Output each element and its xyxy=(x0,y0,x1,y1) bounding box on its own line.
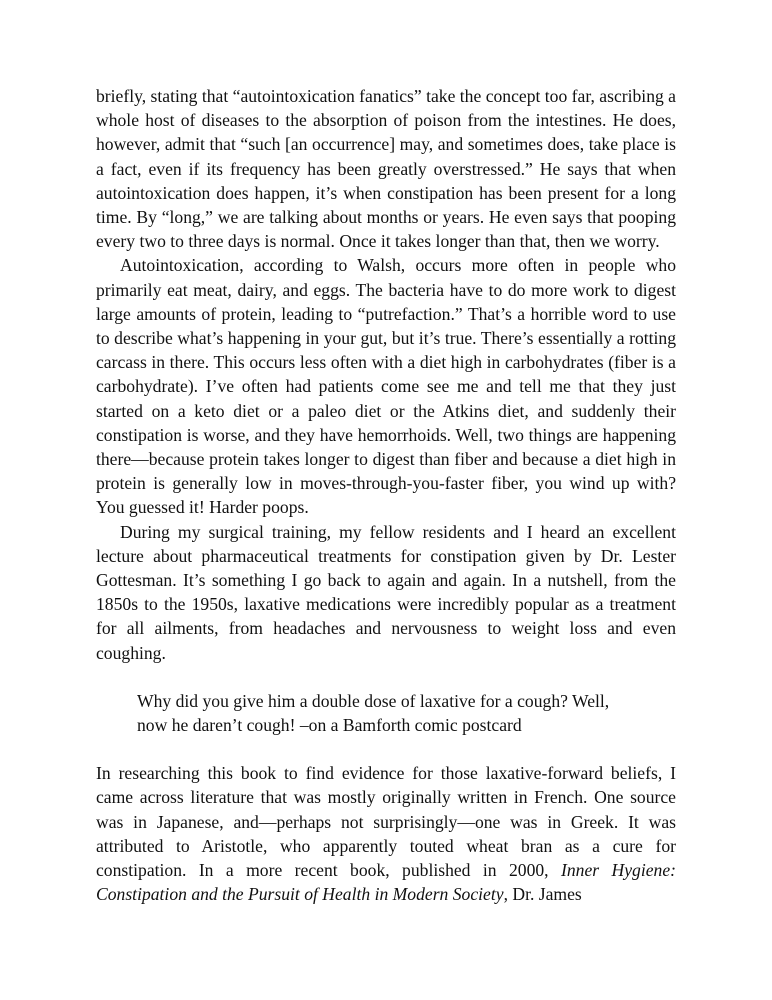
paragraph-1 xyxy=(96,84,676,253)
paragraph-3 xyxy=(96,520,676,665)
paragraph-4-text-start: In researching this book to find evidence for those laxative-forward beliefs, I came across literature that was mostly originally written in French. One source was in Japanese, and—perhaps not surprisingly—one was in Greek. It was attributed to Aristotle, who apparently touted wheat bran as a cure for constipation. In a more recent book, published in 2000, xyxy=(96,763,676,881)
block-quote xyxy=(137,689,665,737)
paragraph-2-text: Autointoxication, according to Walsh, occurs more often in people who primarily eat meat, dairy, and eggs. The bacteria have to do more work to digest large amounts of protein, leading to “putrefaction.” That’s a horrible word to use to describe what’s happening in your gut, but it’s true. There’s essentially a rotting carcass in there. This occurs less often with a diet high in carbohydrates (fiber is a carbohydrate). I’ve often had patients come see me and tell me that they just started on a keto diet or a paleo diet or the Atkins diet, and suddenly their constipation is worse, and they have hemorrhoids. Well, two things are happening there—because protein takes longer to digest than fiber and because a diet high in protein is generally low in moves-through-you-faster fiber, you wind up with? You guessed it! Harder poops. xyxy=(96,255,676,518)
paragraph-1-text: briefly, stating that “autointoxication fanatics” take the concept too far, ascribing a whole host of diseases to the absorption of poison from the intestines. He does, however, admit that “such [an occurrence] may, and sometimes does, take place is a fact, even if its frequency has been greatly overstressed.” He says that when autointoxication does happen, it’s when constipation has been present for a long time. By “long,” we are talking about months or years. He even says that pooping every two to three days is normal. Once it takes longer than that, then we worry. xyxy=(96,86,676,252)
block-quote-line-2: now he daren’t cough! –on a Bamforth comic postcard xyxy=(137,715,522,736)
book-title-inner-hygiene: Inner Hygiene: Constipation and the Pursuit of Health in Modern Society xyxy=(96,860,676,905)
paragraph-4-text-end: , Dr. James xyxy=(503,884,582,905)
block-quote-line-1: Why did you give him a double dose of laxative for a cough? Well, xyxy=(137,690,610,711)
paragraph-2 xyxy=(96,253,676,519)
paragraph-3-text: During my surgical training, my fellow residents and I heard an excellent lecture about pharmaceutical treatments for constipation given by Dr. Lester Gottesman. It’s something I go back to again and again. In a nutshell, from the 1850s to the 1950s, laxative medications were incredibly popular as a treatment for all ailments, from headaches and nervousness to weight loss and even coughing. xyxy=(96,521,676,663)
paragraph-4 xyxy=(96,761,676,906)
document-page xyxy=(96,84,676,907)
